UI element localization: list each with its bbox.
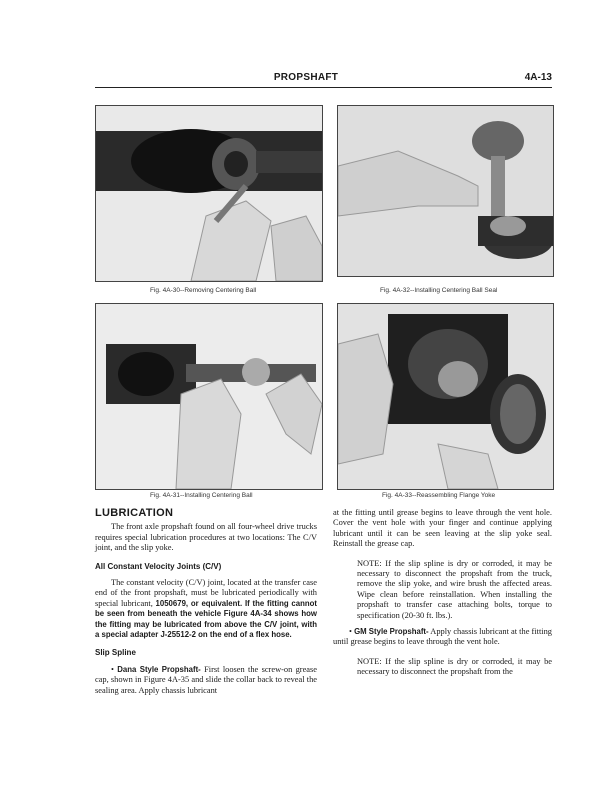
cv-joint-paragraph [95,578,317,640]
cv-joint-bold-text: 1050679, or equivalent. If the fitting cannot be seen from beneath the vehicle Figure 4A-34 shows how the fitting may be lubricated from above the C/V joint, with a special adapter J-25512-2 on the end of a flex hose. [95,598,317,640]
figure-4a-31-photo [95,303,323,490]
right-text-column [333,508,552,684]
lubrication-heading: LUBRICATION [95,507,174,519]
header-rule [95,87,552,88]
figure-4a-31-caption: Fig. 4A-31--Installing Centering Ball [150,492,253,499]
dana-text: First loosen the screw-on grease cap, shown in Figure 4A-35 and slide the collar back to reveal the sealing area. Apply chassis lubricant [95,664,317,695]
note-1: NOTE: If the slip spline is dry or corroded, it may be necessary to disconnect the propshaft from the truck, remove the slip yoke, and wire brush the affected areas. Wipe clean before reinstallation. When installing the propshaft to transfer case attaching bolts, torque to specification (20-30 ft. lbs.). [357,558,552,620]
dana-label: Dana Style Propshaft- [117,664,201,674]
gm-bullet: • [349,627,352,637]
lubrication-continuation: at the fitting until grease begins to leave through the vent hole. Cover the vent hole with your finger and continue applying lubricant until it can be seen leaving at the slip yoke seal. Reinstall the grease cap. [333,508,552,549]
note-2: NOTE: If the slip spline is dry or corroded, it may be necessary to disconnect the propshaft from the [357,656,552,677]
dana-paragraph [95,665,317,696]
page-number: 4A-13 [524,72,552,83]
figure-4a-33-caption: Fig. 4A-33--Reassembling Flange Yoke [382,492,496,499]
figure-4a-30-caption: Fig. 4A-30--Removing Centering Ball [150,287,257,294]
left-text-column [95,508,317,696]
figure-4a-32-photo [337,105,554,277]
figure-4a-33-photo [337,303,554,490]
dana-bullet: • [111,664,114,674]
gm-label: GM Style Propshaft- [354,627,429,637]
slip-spline-heading: Slip Spline [95,648,136,658]
lubrication-intro: The front axle propshaft found on all four-wheel drive trucks requires special lubrication procedures at two locations: The C/V joint, and the slip yoke. [95,522,317,553]
gm-paragraph [333,627,552,648]
gm-text: Apply chassis lubricant at the fitting until grease begins to leave through the vent hole. [333,627,552,647]
figure-4a-30-photo [95,105,323,282]
cv-joint-text: The constant velocity (C/V) joint, located at the transfer case end of the front propshaft, must be lubricated periodically with special lubricant, [95,578,317,608]
figure-4a-32-caption: Fig. 4A-32--Installing Centering Ball Seal [380,287,498,294]
page-header-title: PROPSHAFT [273,72,339,83]
cv-joint-heading: All Constant Velocity Joints (C/V) [95,561,222,571]
